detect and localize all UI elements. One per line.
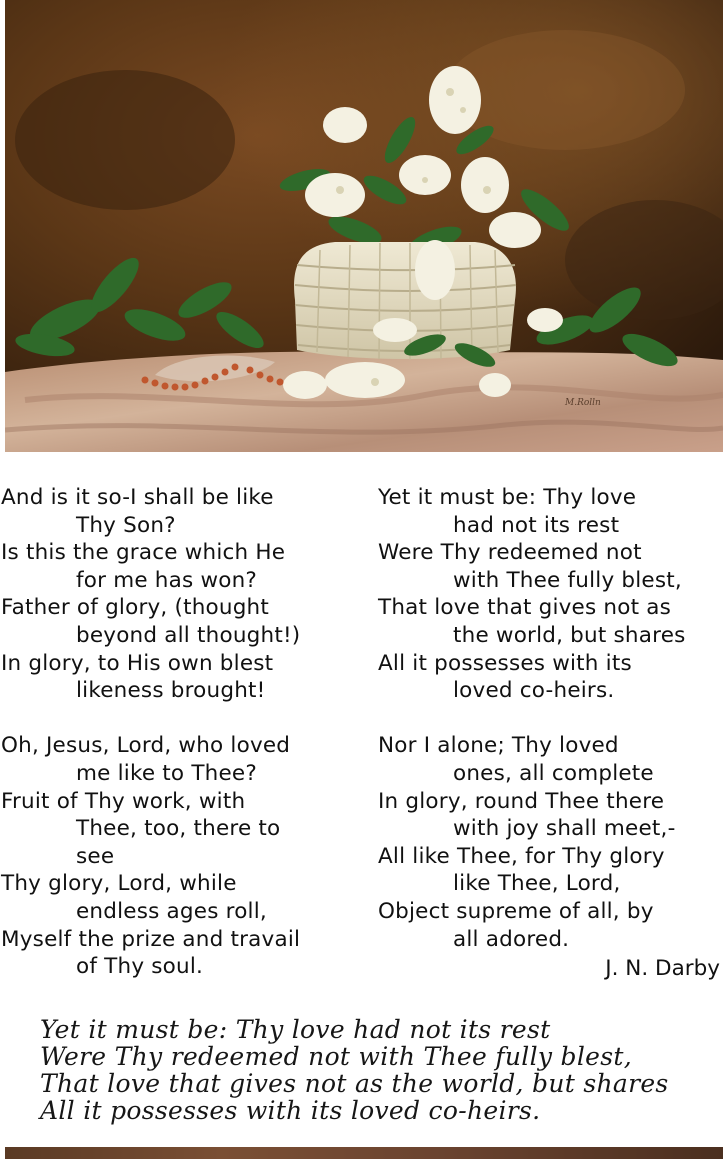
poem-line: beyond all thought!): [76, 622, 301, 648]
poem-line: for me has won?: [76, 567, 258, 593]
poem-line: see: [76, 843, 115, 869]
poem-left-column: [1, 484, 371, 1008]
poem-line: of Thy soul.: [76, 954, 204, 980]
poem-line: loved co-heirs.: [453, 678, 615, 704]
poem-line: Thee, too, there to: [76, 816, 281, 842]
poem-line: Fruit of Thy work, with: [1, 788, 246, 814]
poem-line: like Thee, Lord,: [453, 871, 621, 897]
still-life-illustration: [5, 0, 723, 452]
poem-line: In glory, round Thee there: [378, 788, 665, 814]
handwritten-excerpt: [40, 1016, 720, 1124]
poem-right-column: [378, 484, 724, 981]
poem-line: Father of glory, (thought: [1, 595, 270, 621]
poem-author: J. N. Darby: [605, 956, 720, 981]
excerpt-line: Were Thy redeemed not with Thee fully blest,: [40, 1042, 632, 1071]
poem-line: ones, all complete: [453, 760, 654, 786]
poem-line: Nor I alone; Thy loved: [378, 733, 619, 759]
poem-line: Oh, Jesus, Lord, who loved: [1, 733, 291, 759]
poem-stanza: [1, 484, 371, 705]
poem-line: me like to Thee?: [76, 760, 257, 786]
poem-line: had not its rest: [453, 512, 620, 538]
poem-line: Were Thy redeemed not: [378, 540, 642, 566]
svg-text:M.Rolln: M.Rolln: [565, 398, 601, 408]
poem-stanza: [378, 732, 724, 953]
poem-line: Object supreme of all, by: [378, 898, 654, 924]
excerpt-line: All it possesses with its loved co-heirs.: [40, 1096, 541, 1125]
poem-line: Myself the prize and travail: [1, 926, 301, 952]
poem-stanza: [378, 484, 724, 705]
poem-line: All like Thee, for Thy glory: [378, 843, 665, 869]
excerpt-line: That love that gives not as the world, but shares: [40, 1069, 669, 1098]
poem-line: All it possesses with its: [378, 650, 632, 676]
poem-line: with Thee fully blest,: [453, 567, 682, 593]
poem-line: Thy glory, Lord, while: [1, 871, 237, 897]
poem-line: endless ages roll,: [76, 898, 267, 924]
poem-line: That love that gives not as: [378, 595, 672, 621]
poem-line: likeness brought!: [76, 678, 266, 704]
poem-line: Is this the grace which He: [1, 540, 286, 566]
still-life-photo: [5, 0, 723, 452]
poem-line: all adored.: [453, 926, 570, 952]
poem-line: And is it so-I shall be like: [1, 485, 274, 510]
poem-line: Yet it must be: Thy love: [378, 485, 637, 510]
poem-stanza: [1, 732, 371, 980]
poem-line: with joy shall meet,-: [453, 816, 676, 842]
bottom-photo-strip: [5, 1147, 723, 1159]
poem-line: Thy Son?: [76, 512, 176, 538]
poem-line: the world, but shares: [453, 622, 686, 648]
excerpt-line: Yet it must be: Thy love had not its rest: [40, 1015, 551, 1044]
poem-line: In glory, to His own blest: [1, 650, 274, 676]
